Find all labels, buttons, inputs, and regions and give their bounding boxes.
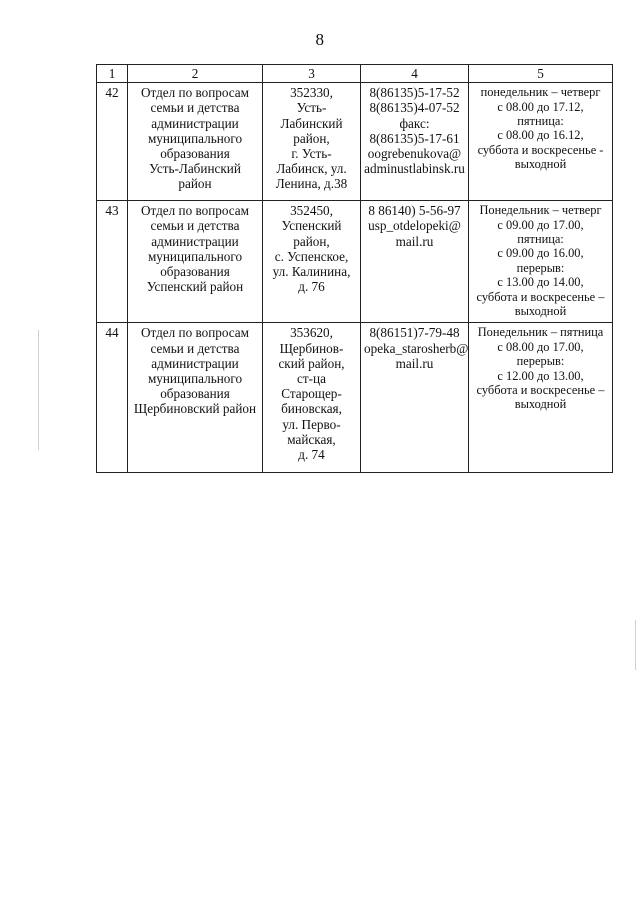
scan-edge-line bbox=[635, 620, 636, 670]
contacts-line: mail.ru bbox=[395, 355, 434, 371]
contacts-line: usp_otdelopeki@ bbox=[368, 218, 461, 234]
row-number-cell: 44 bbox=[97, 323, 128, 473]
department-name-line: район bbox=[178, 176, 212, 192]
working-hours-line: с 09.00 до 16.00, bbox=[497, 246, 584, 261]
address-line: Ленина, д.38 bbox=[275, 176, 348, 192]
address-line: д. 76 bbox=[298, 279, 325, 295]
working-hours-cell bbox=[469, 83, 613, 201]
department-name-line: муниципального bbox=[147, 248, 243, 264]
address-line: с. Успенское, bbox=[274, 248, 349, 264]
contacts-line: факс: bbox=[399, 115, 430, 131]
address-line: Щербинов- bbox=[279, 340, 344, 356]
working-hours-line: с 12.00 до 13.00, bbox=[497, 368, 584, 383]
address-line: 352450, bbox=[290, 203, 333, 219]
department-name-line: Щербиновский район bbox=[133, 401, 257, 417]
contacts-line: opeka_starosherb@ bbox=[364, 340, 469, 356]
column-header-4: 4 bbox=[361, 65, 469, 83]
working-hours-line: перерыв: bbox=[516, 260, 565, 275]
working-hours-line: с 08.00 до 17.00, bbox=[497, 339, 584, 354]
page-number: 8 bbox=[315, 30, 325, 49]
department-name-cell bbox=[128, 83, 263, 201]
contacts-line: 8(86151)7-79-48 bbox=[369, 325, 460, 341]
department-name-line: администрации bbox=[151, 115, 239, 131]
column-header-2: 2 bbox=[128, 65, 263, 83]
department-name-line: Усть-Лабинский bbox=[149, 161, 241, 177]
address-line: район, bbox=[293, 130, 330, 146]
address-line: ст-ца bbox=[297, 371, 326, 387]
address-line: ул. Перво- bbox=[282, 416, 341, 432]
department-name-line: семьи и детства bbox=[150, 218, 240, 234]
address-line: 353620, bbox=[290, 325, 333, 341]
address-line: район, bbox=[293, 233, 330, 249]
address-line: ул. Калинина, bbox=[272, 264, 351, 280]
working-hours-line: понедельник – четверг bbox=[480, 85, 601, 100]
table-header-row bbox=[97, 65, 613, 83]
department-name-line: образования bbox=[160, 146, 230, 162]
working-hours-line: перерыв: bbox=[516, 354, 565, 369]
scan-margin-line bbox=[38, 330, 39, 450]
address-line: Лабинск, ул. bbox=[276, 161, 347, 177]
working-hours-line: суббота и воскресенье - bbox=[477, 142, 604, 157]
address-line: ский район, bbox=[278, 355, 345, 371]
working-hours-line: пятница: bbox=[517, 114, 564, 129]
working-hours-line: Понедельник – пятница bbox=[477, 325, 604, 340]
contacts-line: 8(86135)5-17-52 bbox=[369, 85, 460, 101]
working-hours-line: с 09.00 до 17.00, bbox=[497, 217, 584, 232]
working-hours-line: Понедельник – четверг bbox=[479, 203, 602, 218]
contacts-line: adminustlabinsk.ru bbox=[364, 161, 465, 177]
address-cell bbox=[263, 323, 361, 473]
working-hours-line: пятница: bbox=[517, 232, 564, 247]
table-row bbox=[97, 201, 613, 323]
department-name-cell bbox=[128, 323, 263, 473]
department-name-line: Отдел по вопросам bbox=[140, 85, 250, 101]
address-line: д. 74 bbox=[298, 447, 325, 463]
department-name-line: муниципального bbox=[147, 371, 243, 387]
address-cell bbox=[263, 201, 361, 323]
address-line: г. Усть- bbox=[291, 146, 332, 162]
working-hours-line: с 08.00 до 17.12, bbox=[497, 99, 584, 114]
address-line: 352330, bbox=[290, 85, 333, 101]
contacts-cell bbox=[361, 83, 469, 201]
department-name-line: администрации bbox=[151, 355, 239, 371]
department-name-line: администрации bbox=[151, 233, 239, 249]
department-name-line: семьи и детства bbox=[150, 340, 240, 356]
column-header-5: 5 bbox=[469, 65, 613, 83]
address-line: Старощер- bbox=[281, 386, 342, 402]
contacts-cell bbox=[361, 201, 469, 323]
contacts-line: 8(86135)4-07-52 bbox=[369, 100, 460, 116]
department-name-line: Отдел по вопросам bbox=[140, 203, 250, 219]
row-number-cell: 43 bbox=[97, 201, 128, 323]
address-line: Усть- bbox=[296, 100, 327, 116]
department-name-line: Отдел по вопросам bbox=[140, 325, 250, 341]
table-row bbox=[97, 83, 613, 201]
department-name-line: образования bbox=[160, 386, 230, 402]
address-line: майская, bbox=[287, 431, 336, 447]
contacts-line: 8(86135)5-17-61 bbox=[369, 130, 460, 146]
department-name-line: Успенский район bbox=[146, 279, 244, 295]
working-hours-line: выходной bbox=[514, 397, 567, 412]
contacts-line: 8 86140) 5-56-97 bbox=[368, 203, 461, 219]
table-row bbox=[97, 323, 613, 473]
contacts-table bbox=[96, 64, 613, 473]
department-name-line: муниципального bbox=[147, 130, 243, 146]
working-hours-line: суббота и воскресенье – bbox=[476, 289, 605, 304]
address-cell bbox=[263, 83, 361, 201]
department-name-cell bbox=[128, 201, 263, 323]
contacts-line: oogrebenukova@ bbox=[367, 146, 462, 162]
working-hours-line: с 13.00 до 14.00, bbox=[497, 275, 584, 290]
working-hours-line: с 08.00 до 16.12, bbox=[497, 128, 584, 143]
column-header-1: 1 bbox=[97, 65, 128, 83]
working-hours-cell bbox=[469, 323, 613, 473]
table-body bbox=[97, 83, 613, 473]
column-header-3: 3 bbox=[263, 65, 361, 83]
working-hours-line: выходной bbox=[514, 157, 567, 172]
working-hours-cell bbox=[469, 201, 613, 323]
working-hours-line: выходной bbox=[514, 304, 567, 319]
department-name-line: семьи и детства bbox=[150, 100, 240, 116]
address-line: биновская, bbox=[281, 401, 342, 417]
address-line: Успенский bbox=[281, 218, 342, 234]
contacts-cell bbox=[361, 323, 469, 473]
department-name-line: образования bbox=[160, 264, 230, 280]
address-line: Лабинский bbox=[280, 115, 343, 131]
contacts-line: mail.ru bbox=[395, 233, 434, 249]
working-hours-line: суббота и воскресенье – bbox=[476, 383, 605, 398]
row-number-cell: 42 bbox=[97, 83, 128, 201]
